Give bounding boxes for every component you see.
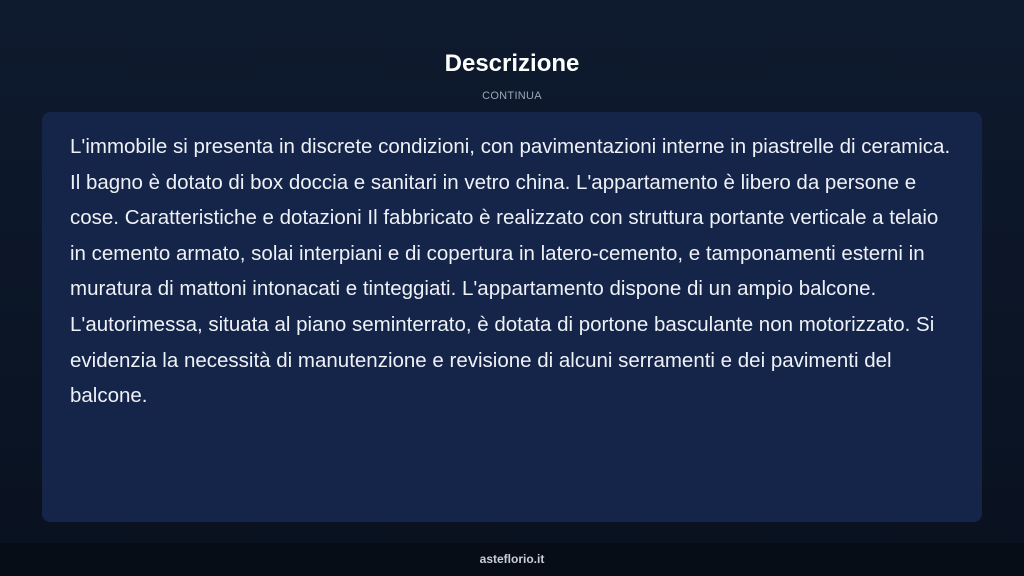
description-text: L'immobile si presenta in discrete condizioni, con pavimentazioni interne in piastrelle di ceramica. Il bagno è dotato di box doccia e sanitari in vetro china. L'appartamento è libero da persone e cose. Caratteristiche e dotazioni Il fabbricato è realizzato con struttura portante verticale a telaio in cemento armato, solai interpiani e di copertura in latero-cemento, e tamponamenti esterni in muratura di mattoni intonacati e tinteggiati. L'appartamento dispone di un ampio balcone. L'autorimessa, situata al piano seminterrato, è dotata di portone basculante non motorizzato. Si evidenzia la necessità di manutenzione e revisione di alcuni serramenti e dei pavimenti del balcone.	[70, 135, 951, 408]
page-subtitle: CONTINUA	[482, 90, 542, 102]
description-card	[42, 112, 982, 522]
footer-brand: asteflorio.it	[479, 552, 545, 566]
footer-bar	[0, 543, 1024, 576]
page-header	[0, 0, 1024, 112]
page-title: Descrizione	[444, 50, 580, 77]
